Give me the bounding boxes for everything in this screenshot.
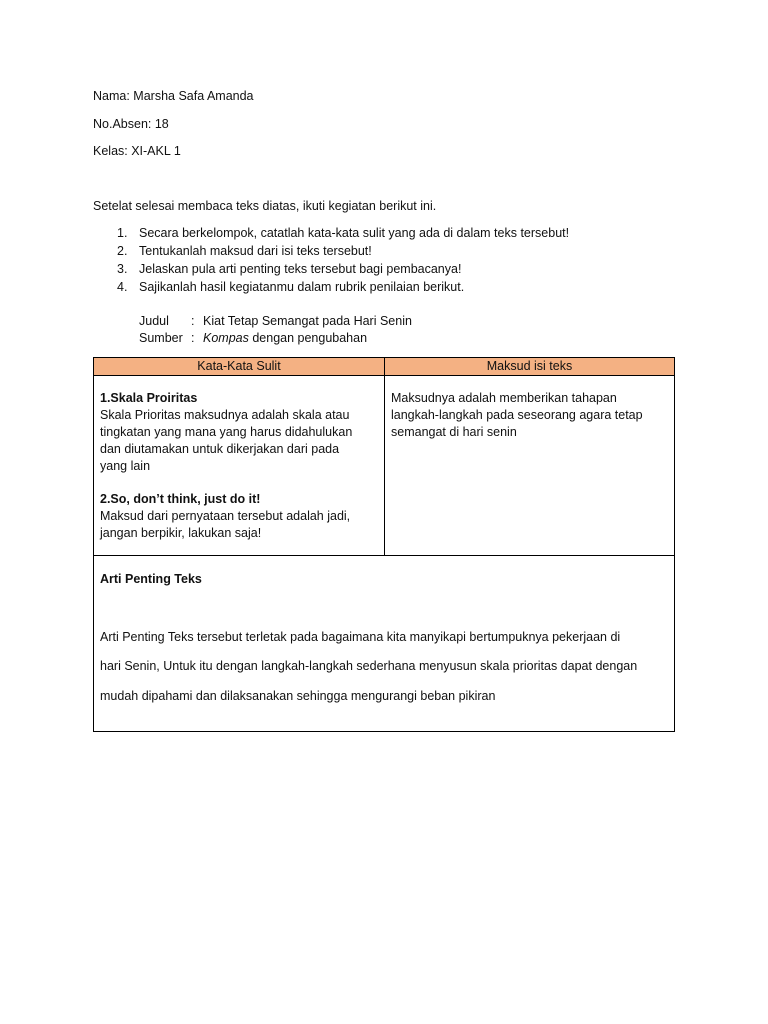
task-item (117, 242, 569, 260)
task-item (117, 278, 569, 296)
sumber-row (139, 330, 367, 347)
task-number: 1. (117, 226, 128, 240)
arti-penting-cell (94, 556, 675, 732)
table-header-row (94, 358, 675, 376)
assessment-rubric-table (93, 357, 675, 732)
maksud-cell (385, 376, 675, 556)
arti-penting-text: mudah dipahami dan dilaksanakan sehingga mengurangi beban pikiran (100, 688, 496, 703)
sumber-publication: Kompas (203, 331, 249, 345)
student-class: Kelas: XI-AKL 1 (93, 144, 181, 158)
task-text: Jelaskan pula arti penting teks tersebut bagi pembacanya! (139, 262, 462, 276)
table-row (94, 376, 675, 556)
arti-penting-title: Arti Penting Teks (100, 571, 202, 586)
judul-label: Judul (139, 314, 169, 328)
instruction-text: Setelat selesai membaca teks diatas, ikuti kegiatan berikut ini. (93, 199, 437, 213)
col-header-maksud: Maksud isi teks (385, 358, 675, 376)
student-absen-number: No.Absen: 18 (93, 117, 169, 131)
student-name: Nama: Marsha Safa Amanda (93, 89, 254, 103)
task-number: 2. (117, 244, 128, 258)
task-number: 3. (117, 262, 128, 276)
maksud-text: langkah-langkah pada seseorang agara tetap (391, 408, 643, 422)
difficult-word-explanation: tingkatan yang mana yang harus didahulukan (100, 425, 353, 439)
table-row (94, 556, 675, 732)
task-item (117, 224, 569, 242)
difficult-word-explanation: Maksud dari pernyataan tersebut adalah jadi, (100, 509, 351, 523)
judul-value: Kiat Tetap Semangat pada Hari Senin (203, 314, 412, 328)
judul-separator: : (191, 314, 195, 328)
sumber-separator: : (191, 331, 195, 345)
judul-row (139, 313, 412, 330)
difficult-word-explanation: dan diutamakan untuk dikerjakan dari pada (100, 442, 340, 456)
task-list (117, 224, 569, 296)
difficult-word-explanation: jangan berpikir, lakukan saja! (100, 526, 262, 540)
sumber-label: Sumber (139, 331, 183, 345)
difficult-word-explanation: Skala Prioritas maksudnya adalah skala atau (100, 408, 350, 422)
task-text: Secara berkelompok, catatlah kata-kata sulit yang ada di dalam teks tersebut! (139, 226, 570, 240)
maksud-text: Maksudnya adalah memberikan tahapan (391, 391, 617, 405)
arti-penting-text: Arti Penting Teks tersebut terletak pada bagaimana kita manyikapi bertumpuknya pekerjaan di (100, 629, 621, 644)
task-text: Tentukanlah maksud dari isi teks tersebut! (139, 244, 372, 258)
task-number: 4. (117, 280, 128, 294)
arti-penting-text: hari Senin, Untuk itu dengan langkah-langkah sederhana menyusun skala prioritas dapat dengan (100, 659, 638, 673)
difficult-word-explanation: yang lain (100, 459, 151, 473)
task-item (117, 260, 569, 278)
sumber-note: dengan pengubahan (248, 331, 368, 345)
task-text: Sajikanlah hasil kegiatanmu dalam rubrik penilaian berikut. (139, 280, 465, 294)
maksud-text: semangat di hari senin (391, 425, 517, 439)
kata-sulit-cell (94, 376, 385, 556)
difficult-word-term: 2.So, don’t think, just do it! (100, 492, 261, 506)
difficult-word-term: 1.Skala Proiritas (100, 391, 198, 405)
col-header-kata-sulit: Kata-Kata Sulit (94, 358, 385, 376)
